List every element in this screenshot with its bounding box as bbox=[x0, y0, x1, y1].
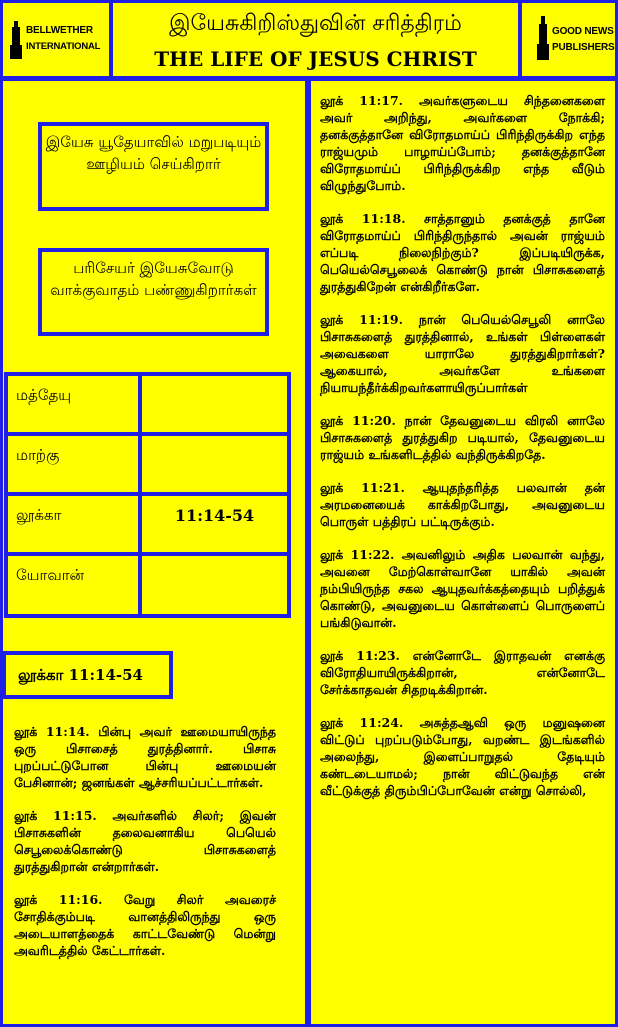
passage-reference: லூக்கா 11:14-54 bbox=[2, 651, 173, 699]
verse-text: லூக் 11:14. பின்பு அவர் ஊமையாயிருந்த ஒரு பிசாசைத் துரத்தினார். பிசாசு புறப்பட்டுபோன பின்பு ஊமையன் பேசினான்; ஜனங்கள் ஆச்சரியப்பட்டார்கள். bbox=[14, 724, 276, 790]
page-title-tamil: இயேசுகிறிஸ்துவின் சரித்திரம் bbox=[169, 11, 462, 36]
good-news-logo bbox=[536, 16, 614, 66]
verse-text: லூக் 11:18. சாத்தானும் தனக்குத் தானே விரோதமாய்ப் பிரிந்திருந்தால் அவன் ராஜ்யம் எப்படி நிலைநிற்கும்? இப்படியிருக்க, பெயெல்செபூலைக் கொண்டு நான் பிசாசுகளைத் துரத்துகிறேன் என்கிறீர்களே. bbox=[320, 211, 605, 294]
verse-text: லூக் 11:24. அசுத்தஆவி ஒரு மனுஷனை விட்டுப் புறப்படும்போது, வறண்ட இடங்களில் அலைந்து, இளைப்பாறுதல் தேடியும் கண்டடையாமல்; நான் விட்டுவந்த என் வீட்டுக்குத் திரும்பிப்போவேன் என்று சொல்லி, bbox=[320, 715, 605, 798]
topic-box-ministry-text: இயேசு யூதேயாவில் மறுபடியும் ஊழியம் செய்கிறார் bbox=[45, 133, 262, 173]
topic-box-pharisees-text: பரிசேயர் இயேசுவோடு வாக்குவாதம் பண்ணுகிறார்கள் bbox=[50, 259, 257, 299]
right-logo-panel bbox=[522, 3, 615, 76]
gospel-name: மத்தேயு bbox=[6, 374, 140, 434]
verse-text: லூக் 11:15. அவர்களில் சிலர்; இவன் பிசாசுகளின் தலைவனாகிய பெயெல் செபூலைக்கொண்டு பிசாசுகளைத் துரத்துகிறான் என்றார்கள். bbox=[14, 808, 276, 874]
gospel-name: மாற்கு bbox=[6, 434, 140, 494]
gospel-ref bbox=[140, 554, 289, 616]
verse-text: லூக் 11:17. அவர்களுடைய சிந்தனைகளை அவர் அறிந்து, அவர்களை நோக்கி; தனக்குத்தானே விரோதமாய்ப் பிரிந்திருக்கிற எந்த ராஜ்யமும் பாழாய்ப்போம்; தனக்குத்தானே விரோதமாய்ப் பிரிந்திருக்கிற எந்த வீடும் விழுந்துபோம். bbox=[320, 93, 605, 193]
title-panel bbox=[113, 3, 518, 76]
page-title-english: THE LIFE OF JESUS CHRIST bbox=[154, 47, 477, 71]
bellwether-logo-line1: BELLWETHER bbox=[26, 25, 93, 36]
gospel-name: யோவான் bbox=[6, 554, 140, 616]
good-news-logo-line2: PUBLISHERS bbox=[552, 42, 615, 53]
gospel-ref bbox=[140, 434, 289, 494]
verse-text: லூக் 11:19. நான் பெயெல்செபூலி னாலே பிசாசுகளைத் துரத்தினால், உங்கள் பிள்ளைகள் அவைகளை யாராலே துரத்துகிறார்கள்? ஆகையால், அவர்களே உங்களை நியாயந்தீர்க்கிறவர்களாயிருப்பார்கள் bbox=[320, 312, 605, 395]
verse-text: லூக் 11:23. என்னோடே இராதவன் எனக்கு விரோதியாயிருக்கிறான், என்னோடே சேர்க்காதவன் சிதறடிக்கிறான். bbox=[320, 648, 605, 697]
gospel-row bbox=[6, 554, 289, 616]
bellwether-logo bbox=[9, 21, 107, 61]
bell-icon bbox=[536, 16, 550, 60]
verse-text: லூக் 11:16. வேறு சிலர் அவரைச் சோதிக்கும்படி வானத்திலிருந்து ஒரு அடையாளத்தைக் காட்டவேண்டு மென்று அவரிடத்தில் கேட்டார்கள். bbox=[14, 892, 276, 958]
left-logo-panel bbox=[3, 3, 109, 76]
verse-text: லூக் 11:21. ஆயுதந்தரித்த பலவான் தன் அரமனையைக் காக்கிறபோது, அவனுடைய பொருள் பத்திரப் பட்டிருக்கும். bbox=[320, 480, 605, 529]
bellwether-logo-line2: INTERNATIONAL bbox=[26, 41, 101, 52]
gospel-ref: 11:14-54 bbox=[140, 494, 289, 554]
verse-list-left bbox=[14, 723, 276, 975]
gospel-name: லூக்கா bbox=[6, 494, 140, 554]
topic-box-ministry bbox=[38, 122, 269, 211]
gospel-row bbox=[6, 434, 289, 494]
verse-text: லூக் 11:22. அவனிலும் அதிக பலவான் வந்து, அவனை மேற்கொள்வானே யாகில் அவன் நம்பியிருந்த சகல ஆயுதவர்க்கத்தையும் பறித்துக் கொண்டு, அவனுடைய கொள்ளைப் பொருளைப் பங்கிடுவான். bbox=[320, 547, 605, 630]
verse-list-right bbox=[320, 92, 605, 815]
verse-text: லூக் 11:20. நான் தேவனுடைய விரலி னாலே பிசாசுகளைத் துரத்துகிற படியால், தேவனுடைய ராஜ்யம் உங்களிடத்தில் வந்திருக்கிறதே. bbox=[320, 413, 605, 462]
good-news-logo-line1: GOOD NEWS bbox=[552, 26, 614, 37]
bellwether-mark-icon bbox=[9, 21, 23, 59]
gospel-row bbox=[6, 374, 289, 434]
topic-box-pharisees bbox=[38, 248, 269, 336]
gospel-reference-table bbox=[4, 372, 291, 618]
gospel-ref bbox=[140, 374, 289, 434]
gospel-row bbox=[6, 494, 289, 554]
